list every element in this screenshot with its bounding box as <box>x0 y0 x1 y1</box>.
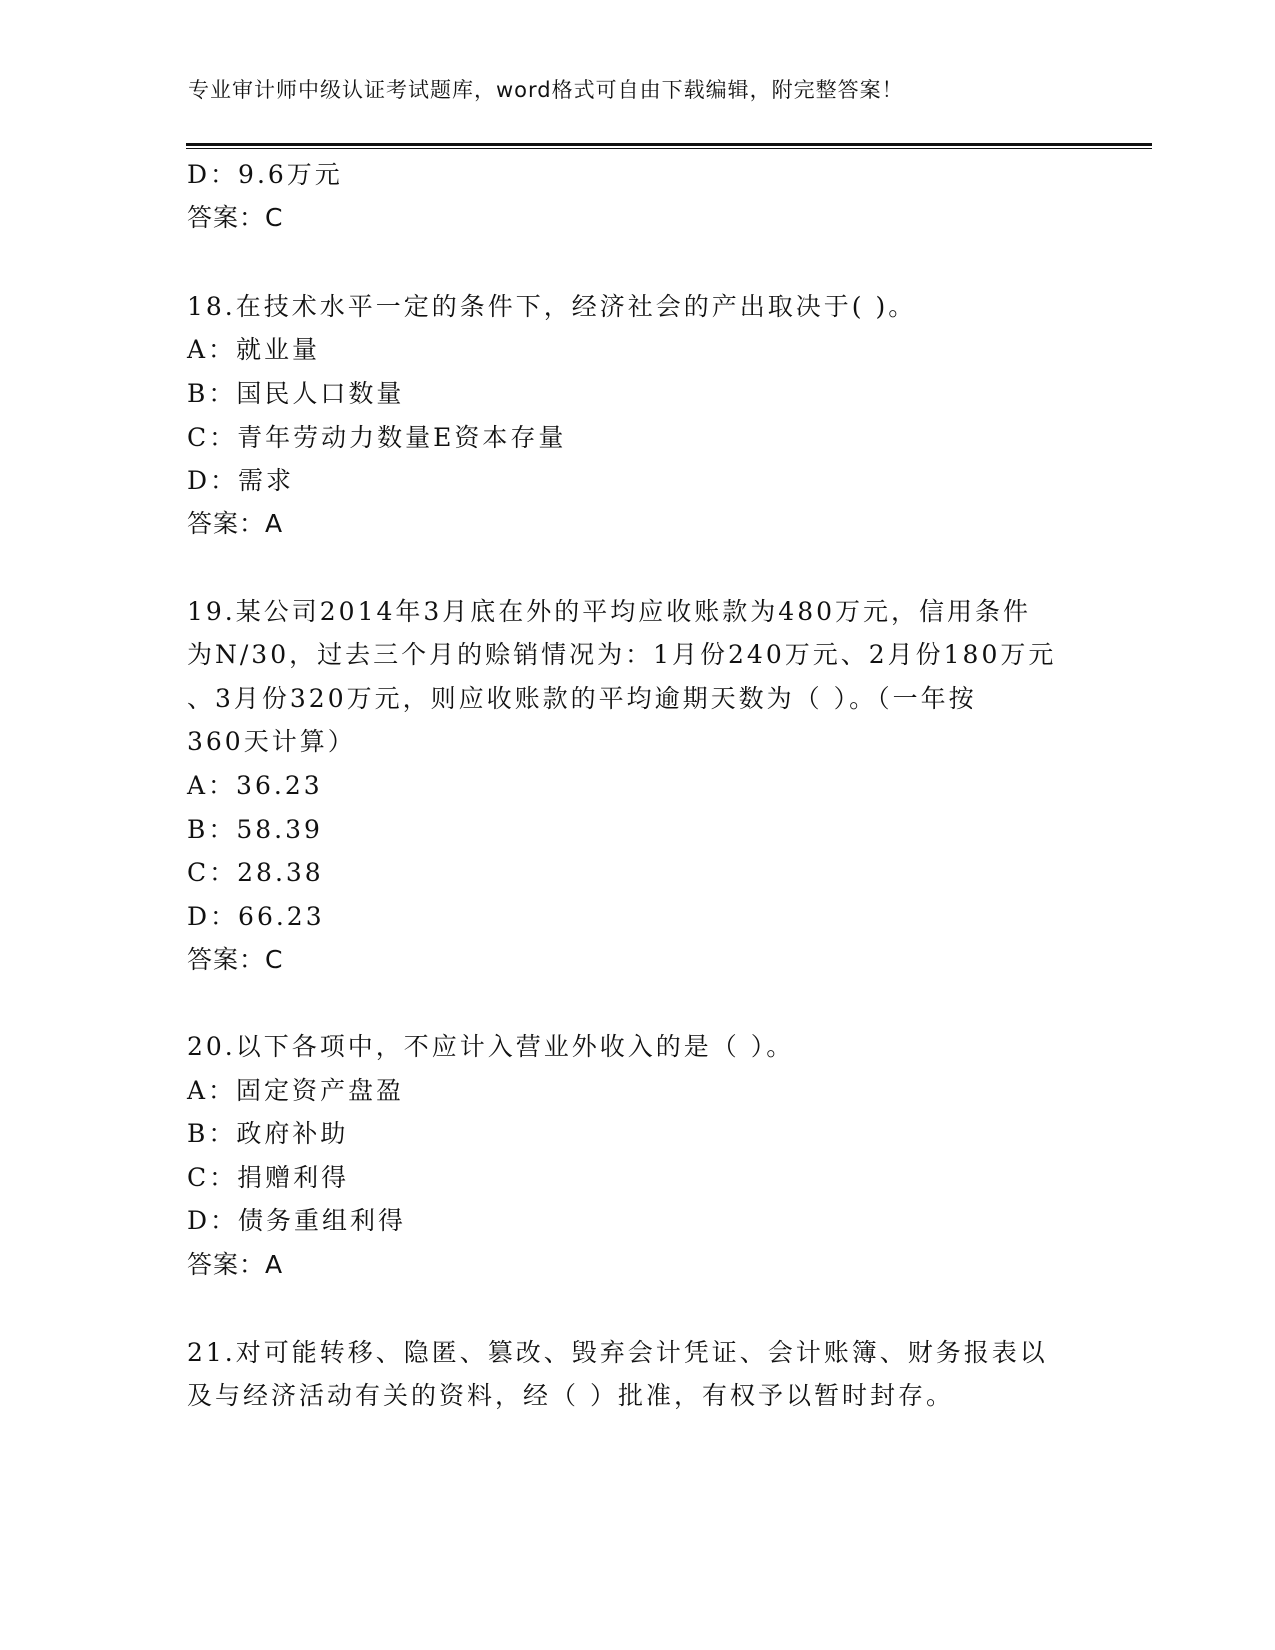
option-c-q18: C：青年劳动力数量E资本存量 <box>187 423 567 452</box>
answer-q17: 答案：C <box>187 203 284 232</box>
option-b-q20: B：政府补助 <box>187 1119 349 1148</box>
option-a-q18: A：就业量 <box>187 335 321 364</box>
option-a-q20: A：固定资产盘盈 <box>187 1076 405 1105</box>
option-d-q17: D：9.6万元 <box>187 160 343 189</box>
answer-q20: 答案：A <box>187 1250 284 1279</box>
option-b-q18: B：国民人口数量 <box>187 379 405 408</box>
question-20: 20.以下各项中，不应计入营业外收入的是（ ）。 <box>187 1032 795 1061</box>
question-21-line-1: 21.对可能转移、隐匿、篡改、毁弃会计凭证、会计账簿、财务报表以 <box>187 1338 1048 1367</box>
option-d-q19: D：66.23 <box>187 902 325 931</box>
page-header: 专业审计师中级认证考试题库，word格式可自由下载编辑，附完整答案！ <box>188 78 904 102</box>
answer-q19: 答案：C <box>187 945 284 974</box>
question-19-line-4: 360天计算） <box>187 727 356 756</box>
question-19-line-1: 19.某公司2014年3月底在外的平均应收账款为480万元，信用条件 <box>187 597 1032 626</box>
question-21-line-2: 及与经济活动有关的资料，经（ ）批准，有权予以暂时封存。 <box>187 1381 954 1410</box>
option-c-q20: C：捐赠利得 <box>187 1163 350 1192</box>
option-c-q19: C：28.38 <box>187 858 324 887</box>
question-19-line-2: 为N/30，过去三个月的赊销情况为：1月份240万元、2月份180万元 <box>187 640 1057 669</box>
answer-q18: 答案：A <box>187 509 284 538</box>
option-d-q18: D：需求 <box>187 466 295 495</box>
option-d-q20: D：债务重组利得 <box>187 1206 407 1235</box>
question-18: 18.在技术水平一定的条件下，经济社会的产出取决于( )。 <box>187 292 917 321</box>
option-a-q19: A：36.23 <box>187 771 323 800</box>
option-b-q19: B：58.39 <box>187 815 323 844</box>
question-19-line-3: 、3月份320万元，则应收账款的平均逾期天数为（ ）。（一年按 <box>187 684 977 713</box>
header-divider <box>186 143 1152 149</box>
